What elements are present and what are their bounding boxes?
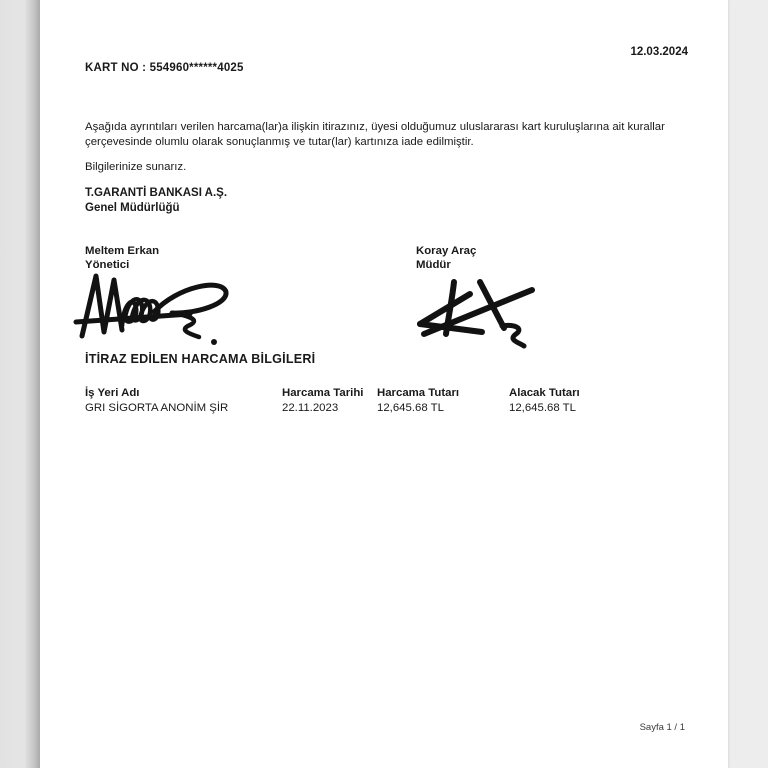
letter-date: 12.03.2024 — [630, 46, 688, 58]
col-header-merchant: İş Yeri Adı — [85, 387, 140, 399]
section-title: İTİRAZ EDİLEN HARCAMA BİLGİLERİ — [85, 352, 316, 366]
card-number-line: KART NO : 554960******4025 — [85, 62, 244, 74]
signature-left-icon — [72, 268, 244, 352]
signatory-right-name: Koray Araç — [416, 245, 477, 257]
bank-name: T.GARANTİ BANKASI A.Ş. — [85, 187, 228, 199]
closing-line: Bilgilerinize sunarız. — [85, 161, 187, 173]
letter-page — [40, 0, 728, 768]
body-line-2: çerçevesinde olumlu olarak sonuçlanmış ve tutar(lar) kartınıza iade edilmiştir. — [85, 135, 474, 148]
signatory-left-title: Yönetici — [85, 258, 130, 271]
signatory-right — [416, 245, 476, 272]
col-header-date: Harcama Tarihi — [282, 387, 364, 399]
page-number: Sayfa 1 / 1 — [639, 722, 685, 733]
bank-signature-block — [85, 186, 227, 215]
disputed-transactions-table — [85, 387, 685, 414]
row-amount: 12,645.68 TL — [377, 402, 444, 414]
col-header-credit: Alacak Tutarı — [509, 387, 580, 399]
row-credit: 12,645.68 TL — [509, 402, 576, 414]
signatory-left-name: Meltem Erkan — [85, 245, 160, 257]
signatory-right-title: Müdür — [416, 258, 451, 271]
signature-right-icon — [412, 274, 542, 350]
row-date: 22.11.2023 — [282, 402, 339, 414]
body-paragraph — [85, 120, 695, 149]
col-header-amount: Harcama Tutarı — [377, 387, 460, 399]
row-merchant: GRI SİGORTA ANONİM ŞİR — [85, 402, 229, 414]
body-line-1: Aşağıda ayrıntıları verilen harcama(lar)a ilişkin itirazınız, üyesi olduğumuz uluslararası kart kuruluşlarına ait kurallar — [85, 121, 665, 133]
bank-department: Genel Müdürlüğü — [85, 201, 180, 214]
